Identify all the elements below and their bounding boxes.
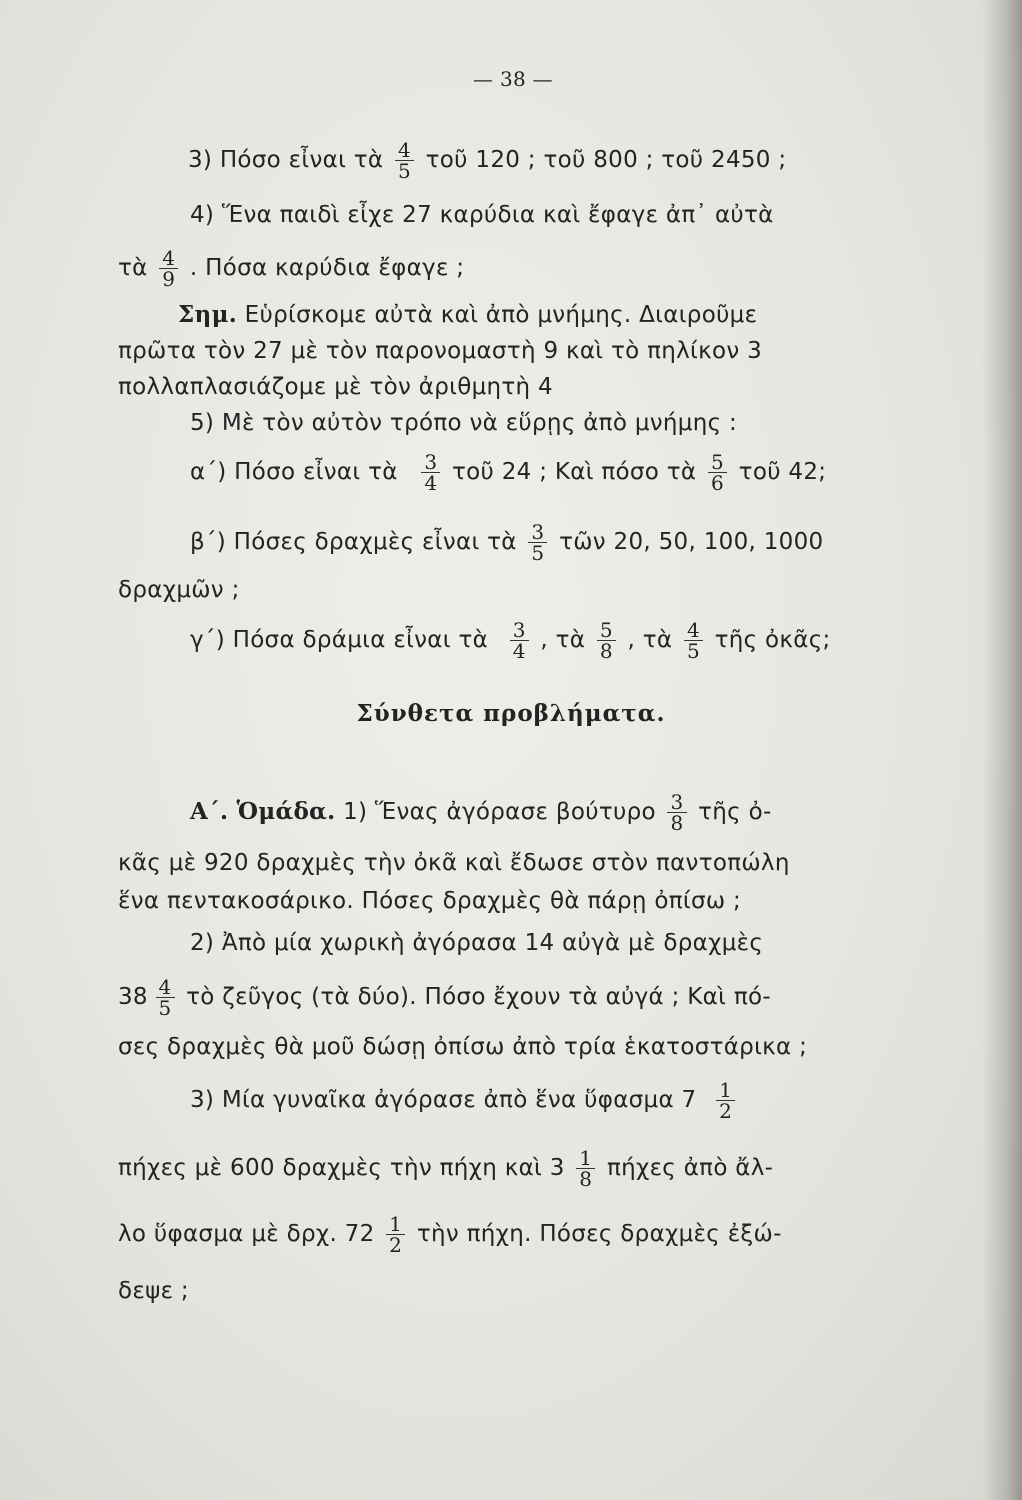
section-heading: Σύνθετα προβλήματα.: [356, 700, 666, 727]
text-line-11: γ΄) Πόσα δράμια εἶναι τὰ $\frac{3}{4}$ , τὰ $\frac{5}{8}$ , τὰ $\frac{4}{5}$ τῆς ὀκᾶς;: [190, 618, 831, 663]
text-line-5: πρῶτα τὸν 27 μὲ τὸν παρονομαστὴ 9 καὶ τὸ πηλίκον 3: [118, 338, 763, 364]
text-line-2: 4) Ἕνα παιδὶ εἶχε 27 καρύδια καὶ ἔφαγε ἀπ᾿ αὐτὰ: [190, 202, 774, 228]
page-edge-shadow: [982, 0, 1022, 1500]
fraction-4-5-b: $\frac{4}{5}$: [684, 620, 703, 661]
text-line-6: πολλαπλασιάζομε μὲ τὸν ἀριθμητὴ 4: [118, 374, 553, 400]
fraction-4-5-c: $\frac{4}{5}$: [156, 977, 175, 1018]
fraction-4-9: $\frac{4}{9}$: [159, 248, 178, 289]
text-line-9: β΄) Πόσες δραχμὲς εἶναι τὰ $\frac{3}{5}$ τῶν 20, 50, 100, 1000: [190, 520, 824, 565]
fraction-3-8: $\frac{3}{8}$: [667, 792, 686, 833]
page-number: — 38 —: [473, 67, 553, 91]
text-line-10: δραχμῶν ;: [118, 577, 240, 603]
fraction-3-5: $\frac{3}{5}$: [528, 522, 547, 563]
text-line-16: 38 $\frac{4}{5}$ τὸ ζεῦγος (τὰ δύο). Πόσο ἔχουν τὰ αὐγά ; Καὶ πό-: [118, 975, 771, 1020]
fraction-1-2: $\frac{1}{2}$: [716, 1080, 735, 1121]
fraction-1-2-b: $\frac{1}{2}$: [386, 1214, 405, 1255]
fraction-3-4: $\frac{3}{4}$: [421, 452, 440, 493]
note-label: Σημ.: [178, 301, 238, 328]
text-line-18: 3) Μία γυναῖκα ἀγόρασε ἀπὸ ἕνα ὕφασμα 7 $\frac{1}{2}$: [190, 1080, 739, 1121]
fraction-5-6: $\frac{5}{6}$: [708, 452, 727, 493]
text-line-21: δεψε ;: [118, 1278, 189, 1304]
text-line-8: α΄) Πόσο εἶναι τὰ $\frac{3}{4}$ τοῦ 24 ; Καὶ πόσο τὰ $\frac{5}{6}$ τοῦ 42;: [190, 450, 827, 495]
text-line-4-note: Σημ. Εὑρίσκομε αὐτὰ καὶ ἀπὸ μνήμης. Διαιροῦμε: [178, 301, 758, 328]
text-line-15: 2) Ἀπὸ μία χωρικὴ ἀγόρασα 14 αὐγὰ μὲ δραχμὲς: [190, 930, 764, 956]
text-line-1: [188, 140, 786, 181]
group-label: Α΄. Ὁμάδα.: [190, 798, 336, 825]
fraction-4-5: $\frac{4}{5}$: [395, 140, 414, 181]
text-line-12: Α΄. Ὁμάδα. 1) Ἕνας ἀγόρασε βούτυρο $\frac{3}{8}$ τῆς ὀ-: [190, 790, 772, 835]
text-line-14: ἕνα πεντακοσάρικο. Πόσες δραχμὲς θὰ πάρῃ ὀπίσω ;: [118, 888, 742, 914]
text-line-7: 5) Μὲ τὸν αὐτὸν τρόπο νὰ εὕρῃς ἀπὸ μνήμης :: [190, 410, 738, 436]
line-1-text-a: 3) Πόσο εἶναι τὰ: [188, 147, 384, 173]
text-line-3: τὰ $\frac{4}{9}$ . Πόσα καρύδια ἔφαγε ;: [118, 246, 465, 291]
text-line-17: σες δραχμὲς θὰ μοῦ δώσῃ ὀπίσω ἀπὸ τρία ἑκατοστάρικα ;: [118, 1034, 808, 1060]
fraction-5-8: $\frac{5}{8}$: [597, 620, 616, 661]
text-line-20: λο ὕφασμα μὲ δρχ. 72 $\frac{1}{2}$ τὴν πήχη. Πόσες δραχμὲς ἐξώ-: [118, 1212, 782, 1257]
fraction-3-4-b: $\frac{3}{4}$: [510, 620, 529, 661]
text-line-19: πήχες μὲ 600 δραχμὲς τὴν πήχη καὶ 3 $\frac{1}{8}$ πήχες ἀπὸ ἄλ-: [118, 1146, 774, 1191]
fraction-1-8: $\frac{1}{8}$: [576, 1148, 595, 1189]
line-1-text-b: τοῦ 120 ; τοῦ 800 ; τοῦ 2450 ;: [425, 147, 787, 173]
text-line-13: κᾶς μὲ 920 δραχμὲς τὴν ὀκᾶ καὶ ἔδωσε στὸν παντοπώλη: [118, 850, 790, 876]
